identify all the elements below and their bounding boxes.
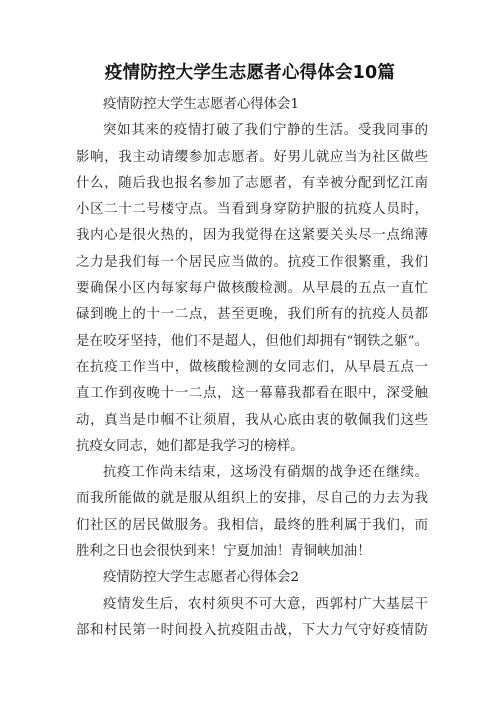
- text-line: 在抗疫工作当中，做核酸检测的女同志们，从早晨五点一: [76, 359, 428, 375]
- text-line: 胜利之日也会很快到来！宁夏加油！青铜峡加油！: [76, 544, 371, 560]
- text-line: 我内心是很火热的，因为我觉得在这紧要关头尽一点绵薄: [76, 228, 428, 244]
- text-line: 之力是我们每一个居民应当做的。抗疫工作很繁重，我们: [76, 254, 428, 270]
- text-line: 疫情发生后，农村须臾不可大意，西郭村广大基层干: [103, 596, 428, 612]
- text-line: 抗疫工作尚未结束，这场没有硝烟的战争还在继续。: [103, 465, 428, 481]
- text-line: 是在咬牙坚持，他们不是超人，但他们却拥有“钢铁之躯”。: [76, 333, 428, 349]
- document-title: 疫情防控大学生志愿者心得体会10篇: [104, 63, 396, 83]
- text-line: 影响，我主动请缨参加志愿者。好男儿就应当为社区做些: [76, 149, 428, 165]
- text-line: 抗疫女同志，她们都是我学习的榜样。: [76, 438, 304, 454]
- text-line: 动，真当是巾帼不让须眉，我从心底由衷的敬佩我们这些: [76, 412, 428, 428]
- text-line: 小区二十二号楼守点。当看到身穿防护服的抗疫人员时，: [76, 202, 428, 218]
- text-line: 突如其来的疫情打破了我们宁静的生活。受我同事的: [103, 123, 428, 139]
- text-line: 要确保小区内每家每户做核酸检测。从早晨的五点一直忙: [76, 281, 428, 297]
- text-line: 直工作到夜晚十一二点，这一幕幕我都看在眼中，深受触: [76, 386, 428, 402]
- text-line: 疫情防控大学生志愿者心得体会1: [103, 97, 299, 112]
- text-line: 部和村民第一时间投入抗疫阻击战，下大力气守好疫情防: [76, 622, 428, 638]
- text-line: 们社区的居民做服务。我相信，最终的胜利属于我们，而: [76, 517, 428, 533]
- text-line: 什么，随后我也报名参加了志愿者，有幸被分配到忆江南: [76, 175, 428, 191]
- text-line: 而我所能做的就是服从组织上的安排，尽自己的力去为我: [76, 491, 428, 507]
- document-body: [76, 92, 428, 644]
- text-line: 疫情防控大学生志愿者心得体会2: [103, 570, 299, 586]
- text-line: 碌到晚上的十一二点，甚至更晚，我们所有的抗疫人员都: [76, 307, 428, 323]
